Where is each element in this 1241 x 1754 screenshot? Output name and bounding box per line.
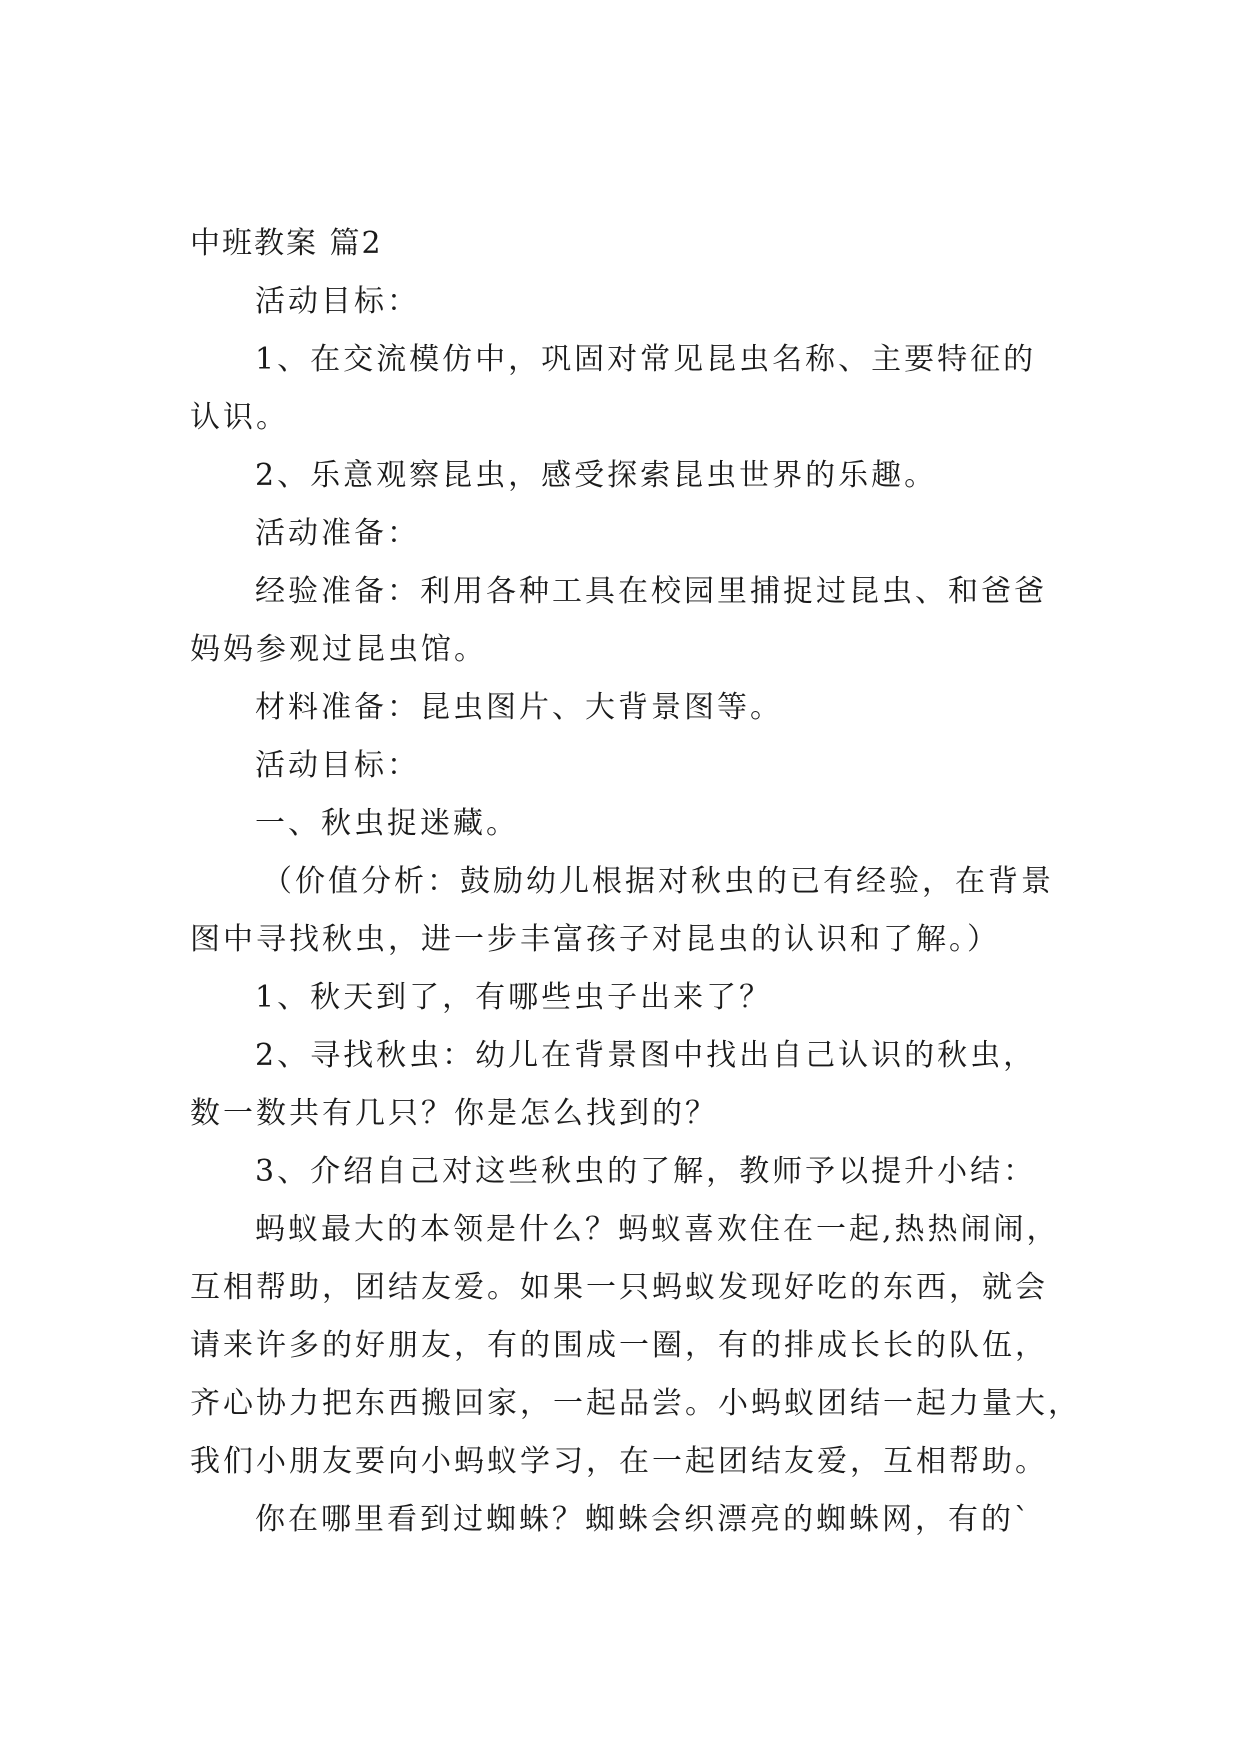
paragraph-line: 我们小朋友要向小蚂蚁学习，在一起团结友爱，互相帮助。 — [190, 1444, 1048, 1479]
paragraph-line: （价值分析：鼓励幼儿根据对秋虫的已有经验，在背景 — [262, 864, 1054, 899]
paragraph-line: 认识。 — [190, 400, 289, 435]
paragraph-line: 1、在交流模仿中，巩固对常见昆虫名称、主要特征的 — [255, 342, 1037, 377]
document-title: 中班教案 篇2 — [190, 226, 383, 261]
paragraph-line: 1、秋天到了，有哪些虫子出来了？ — [255, 980, 773, 1015]
paragraph-line: 数一数共有几只？你是怎么找到的？ — [190, 1096, 718, 1131]
heading-activity-preparation: 活动准备： — [255, 516, 420, 551]
section-heading: 一、秋虫捉迷藏。 — [255, 806, 519, 841]
paragraph-line: 材料准备：昆虫图片、大背景图等。 — [255, 690, 783, 725]
paragraph-line: 3、介绍自己对这些秋虫的了解，教师予以提升小结： — [255, 1154, 1037, 1189]
paragraph-line: 妈妈参观过昆虫馆。 — [190, 632, 487, 667]
paragraph-line: 蚂蚁最大的本领是什么？蚂蚁喜欢住在一起,热热闹闹， — [255, 1212, 1060, 1247]
heading-activity-goals: 活动目标： — [255, 284, 420, 319]
paragraph-line: 图中寻找秋虫，进一步丰富孩子对昆虫的认识和了解。） — [190, 922, 1000, 957]
paragraph-line: 互相帮助，团结友爱。如果一只蚂蚁发现好吃的东西，就会 — [190, 1270, 1048, 1305]
paragraph-line: 2、乐意观察昆虫，感受探索昆虫世界的乐趣。 — [255, 458, 938, 493]
paragraph-line: 2、寻找秋虫：幼儿在背景图中找出自己认识的秋虫， — [255, 1038, 1037, 1073]
paragraph-line: 经验准备：利用各种工具在校园里捕捉过昆虫、和爸爸 — [255, 574, 1047, 609]
paragraph-line: 齐心协力把东西搬回家，一起品尝。小蚂蚁团结一起力量大， — [190, 1386, 1081, 1421]
heading-activity-goals-2: 活动目标： — [255, 748, 420, 783]
paragraph-line: 你在哪里看到过蜘蛛？蜘蛛会织漂亮的蜘蛛网，有的` — [255, 1502, 1032, 1537]
paragraph-line: 请来许多的好朋友，有的围成一圈，有的排成长长的队伍， — [190, 1328, 1048, 1363]
